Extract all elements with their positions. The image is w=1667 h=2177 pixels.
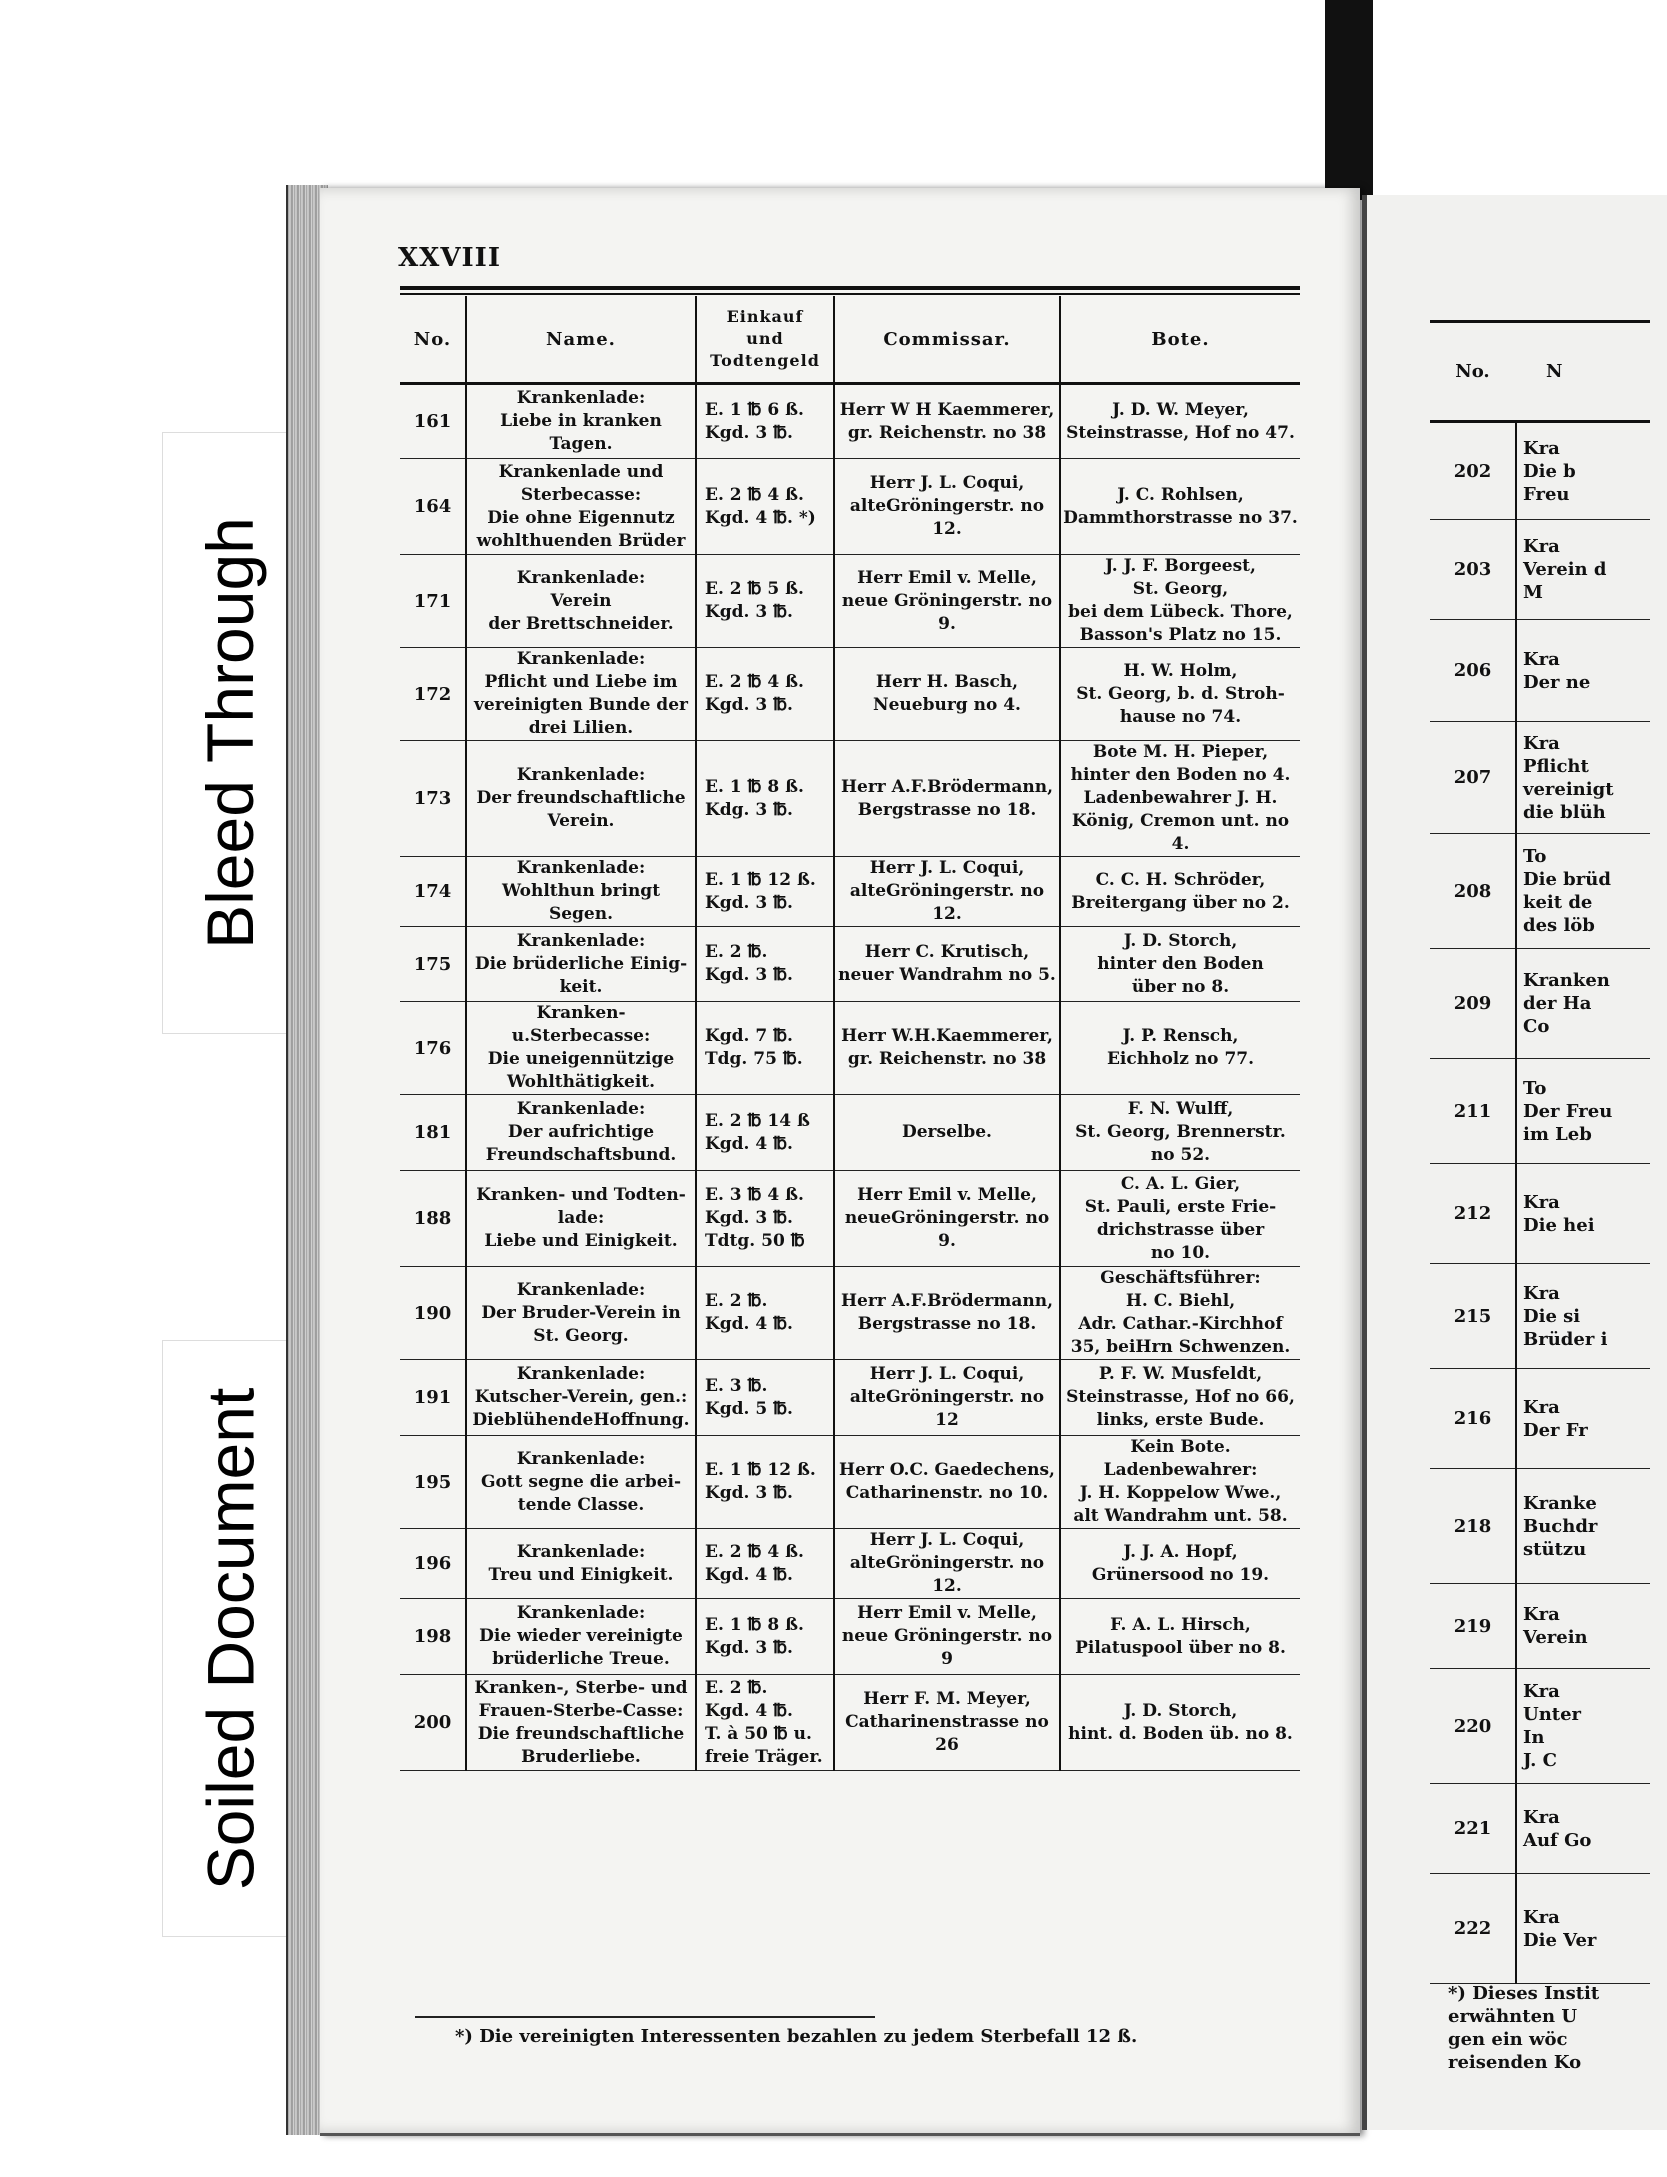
cell-no: 190 bbox=[400, 1267, 466, 1360]
cell-no: 161 bbox=[400, 384, 466, 459]
cell-no: 195 bbox=[400, 1436, 466, 1529]
cell-einkauf: E. 2 ℔ 4 ß. Kgd. 4 ℔. bbox=[696, 1529, 834, 1599]
table-row bbox=[400, 1002, 1300, 1095]
right-table-row bbox=[1430, 1584, 1650, 1669]
right-cell-no: 220 bbox=[1430, 1669, 1516, 1784]
cell-commissar: Herr J. L. Coqui, alteGröningerstr. no 12. bbox=[834, 459, 1060, 555]
cell-einkauf: E. 2 ℔. Kgd. 3 ℔. bbox=[696, 927, 834, 1002]
right-cell-text: To Der Freu im Leb bbox=[1516, 1059, 1650, 1164]
cell-bote: P. F. W. Musfeldt, Steinstrasse, Hof no 66, links, erste Bude. bbox=[1060, 1360, 1300, 1436]
cell-no: 188 bbox=[400, 1171, 466, 1267]
right-table-row bbox=[1430, 1469, 1650, 1584]
cell-bote: C. C. H. Schröder, Breitergang über no 2. bbox=[1060, 857, 1300, 927]
cell-name: Krankenlade: Verein der Brettschneider. bbox=[466, 555, 696, 648]
cell-no: 198 bbox=[400, 1599, 466, 1675]
right-table-row bbox=[1430, 834, 1650, 949]
table-row bbox=[400, 648, 1300, 741]
cell-commissar: Herr A.F.Brödermann, Bergstrasse no 18. bbox=[834, 741, 1060, 857]
cell-name: Kranken- und Todten- lade: Liebe und Einigkeit. bbox=[466, 1171, 696, 1267]
right-cell-no: 202 bbox=[1430, 422, 1516, 520]
right-table-row bbox=[1430, 1059, 1650, 1164]
cell-einkauf: E. 3 ℔ 4 ß. Kgd. 3 ℔. Tdtg. 50 ℔ bbox=[696, 1171, 834, 1267]
header-rule-thin bbox=[400, 293, 1300, 295]
cell-einkauf: E. 1 ℔ 8 ß. Kgd. 3 ℔. bbox=[696, 1599, 834, 1675]
right-cell-no: 211 bbox=[1430, 1059, 1516, 1164]
right-cell-text: Kra Verein bbox=[1516, 1584, 1650, 1669]
right-cell-text: Kra Die hei bbox=[1516, 1164, 1650, 1264]
table-row bbox=[400, 741, 1300, 857]
table-row bbox=[400, 1436, 1300, 1529]
right-cell-no: 221 bbox=[1430, 1784, 1516, 1874]
cell-commissar: Herr C. Krutisch, neuer Wandrahm no 5. bbox=[834, 927, 1060, 1002]
cell-name: Krankenlade: Die brüderliche Einig- keit. bbox=[466, 927, 696, 1002]
page-number: XXVIII bbox=[398, 243, 502, 273]
table-row bbox=[400, 1599, 1300, 1675]
right-cell-text: Kra Auf Go bbox=[1516, 1784, 1650, 1874]
cell-name: Krankenlade: Der Bruder-Verein in St. Georg. bbox=[466, 1267, 696, 1360]
cell-bote: J. J. A. Hopf, Grünersood no 19. bbox=[1060, 1529, 1300, 1599]
cell-einkauf: E. 2 ℔ 5 ß. Kgd. 3 ℔. bbox=[696, 555, 834, 648]
cell-no: 196 bbox=[400, 1529, 466, 1599]
right-table-row bbox=[1430, 422, 1650, 520]
cell-einkauf: E. 2 ℔. Kgd. 4 ℔. T. à 50 ℔ u. freie Träger. bbox=[696, 1675, 834, 1771]
cell-commissar: Derselbe. bbox=[834, 1095, 1060, 1171]
cell-name: Krankenlade und Sterbecasse: Die ohne Eigennutz wohlthuenden Brüder bbox=[466, 459, 696, 555]
right-cell-text: Kra Pflicht vereinigt die blüh bbox=[1516, 722, 1650, 834]
cell-bote: Geschäftsführer: H. C. Biehl, Adr. Cathar.-Kirchhof 35, beiHrn Schwenzen. bbox=[1060, 1267, 1300, 1360]
right-table-row bbox=[1430, 620, 1650, 722]
right-cell-no: 207 bbox=[1430, 722, 1516, 834]
right-cell-text: To Die brüd keit de des löb bbox=[1516, 834, 1650, 949]
cell-no: 171 bbox=[400, 555, 466, 648]
right-table-row bbox=[1430, 1874, 1650, 1984]
right-cell-text: Kra Unter In J. C bbox=[1516, 1669, 1650, 1784]
cell-bote: H. W. Holm, St. Georg, b. d. Stroh- hause no 74. bbox=[1060, 648, 1300, 741]
cell-bote: J. C. Rohlsen, Dammthorstrasse no 37. bbox=[1060, 459, 1300, 555]
table-row bbox=[400, 384, 1300, 459]
soiled-document-label bbox=[162, 1340, 298, 1937]
cell-bote: J. P. Rensch, Eichholz no 77. bbox=[1060, 1002, 1300, 1095]
table-header-row bbox=[400, 296, 1300, 384]
table-row bbox=[400, 555, 1300, 648]
cell-bote: Bote M. H. Pieper, hinter den Boden no 4. Ladenbewahrer J. H. König, Cremon unt. no 4. bbox=[1060, 741, 1300, 857]
cell-name: Krankenlade: Die wieder vereinigte brüderliche Treue. bbox=[466, 1599, 696, 1675]
cell-einkauf: E. 1 ℔ 12 ß. Kgd. 3 ℔. bbox=[696, 857, 834, 927]
header-name: Name. bbox=[466, 296, 696, 384]
right-cell-no: 212 bbox=[1430, 1164, 1516, 1264]
table-row bbox=[400, 1267, 1300, 1360]
cell-no: 173 bbox=[400, 741, 466, 857]
cell-bote: F. N. Wulff, St. Georg, Brennerstr. no 52. bbox=[1060, 1095, 1300, 1171]
cell-name: Kranken-, Sterbe- und Frauen-Sterbe-Casse: Die freundschaftliche Bruderliebe. bbox=[466, 1675, 696, 1771]
right-header-name: N bbox=[1516, 322, 1650, 422]
cell-commissar: Herr Emil v. Melle, neue Gröningerstr. no 9 bbox=[834, 1599, 1060, 1675]
right-cell-text: Kranken der Ha Co bbox=[1516, 949, 1650, 1059]
right-table-row bbox=[1430, 949, 1650, 1059]
cell-no: 174 bbox=[400, 857, 466, 927]
right-cell-text: Kra Die si Brüder i bbox=[1516, 1264, 1650, 1369]
cell-einkauf: E. 1 ℔ 8 ß. Kdg. 3 ℔. bbox=[696, 741, 834, 857]
right-header-no: No. bbox=[1430, 322, 1516, 422]
soiled-document-text: Soiled Document bbox=[193, 1387, 268, 1890]
cell-name: Krankenlade: Der freundschaftliche Verein. bbox=[466, 741, 696, 857]
cell-einkauf: E. 2 ℔ 4 ß. Kgd. 4 ℔. *) bbox=[696, 459, 834, 555]
cell-commissar: Herr Emil v. Melle, neueGröningerstr. no 9. bbox=[834, 1171, 1060, 1267]
cell-name: Krankenlade: Der aufrichtige Freundschaftsbund. bbox=[466, 1095, 696, 1171]
right-cell-no: 208 bbox=[1430, 834, 1516, 949]
right-cell-no: 209 bbox=[1430, 949, 1516, 1059]
cell-bote: J. J. F. Borgeest, St. Georg, bei dem Lübeck. Thore, Basson's Platz no 15. bbox=[1060, 555, 1300, 648]
table-row bbox=[400, 1529, 1300, 1599]
cell-commissar: Herr H. Basch, Neueburg no 4. bbox=[834, 648, 1060, 741]
cell-bote: J. D. Storch, hinter den Boden über no 8. bbox=[1060, 927, 1300, 1002]
cell-einkauf: E. 2 ℔. Kgd. 4 ℔. bbox=[696, 1267, 834, 1360]
cell-name: Krankenlade: Gott segne die arbei- tende Classe. bbox=[466, 1436, 696, 1529]
right-cell-text: Kra Verein d M bbox=[1516, 520, 1650, 620]
cell-commissar: Herr O.C. Gaedechens, Catharinenstr. no 10. bbox=[834, 1436, 1060, 1529]
right-table-row bbox=[1430, 722, 1650, 834]
cell-bote: Kein Bote. Ladenbewahrer: J. H. Koppelow Wwe., alt Wandrahm unt. 58. bbox=[1060, 1436, 1300, 1529]
right-table-row bbox=[1430, 1164, 1650, 1264]
right-cell-text: Kra Die Ver bbox=[1516, 1874, 1650, 1984]
cell-einkauf: E. 1 ℔ 12 ß. Kgd. 3 ℔. bbox=[696, 1436, 834, 1529]
cell-commissar: Herr J. L. Coqui, alteGröningerstr. no 12 bbox=[834, 1360, 1060, 1436]
cell-einkauf: E. 1 ℔ 6 ß. Kgd. 3 ℔. bbox=[696, 384, 834, 459]
cell-no: 181 bbox=[400, 1095, 466, 1171]
page-edge-shadow bbox=[1325, 0, 1373, 200]
table-row bbox=[400, 1095, 1300, 1171]
cell-commissar: Herr W H Kaemmerer, gr. Reichenstr. no 38 bbox=[834, 384, 1060, 459]
right-cell-text: Kra Der Fr bbox=[1516, 1369, 1650, 1469]
table-row bbox=[400, 927, 1300, 1002]
right-footnote: *) Dieses Instit erwähnten U gen ein wöc reisenden Ko bbox=[1448, 1983, 1600, 2073]
header-einkauf: Einkauf und Todtengeld bbox=[696, 296, 834, 384]
cell-commissar: Herr F. M. Meyer, Catharinenstrasse no 26 bbox=[834, 1675, 1060, 1771]
right-cell-text: Kra Die b Freu bbox=[1516, 422, 1650, 520]
table-row bbox=[400, 459, 1300, 555]
header-commissar: Commissar. bbox=[834, 296, 1060, 384]
right-cell-no: 219 bbox=[1430, 1584, 1516, 1669]
table-row bbox=[400, 1675, 1300, 1771]
right-table-row bbox=[1430, 1264, 1650, 1369]
cell-no: 200 bbox=[400, 1675, 466, 1771]
cell-name: Kranken-u.Sterbecasse: Die uneigennützige Wohlthätigkeit. bbox=[466, 1002, 696, 1095]
cell-no: 175 bbox=[400, 927, 466, 1002]
table-row bbox=[400, 857, 1300, 927]
cell-commissar: Herr W.H.Kaemmerer, gr. Reichenstr. no 38 bbox=[834, 1002, 1060, 1095]
right-cell-no: 216 bbox=[1430, 1369, 1516, 1469]
cell-bote: F. A. L. Hirsch, Pilatuspool über no 8. bbox=[1060, 1599, 1300, 1675]
footnote-rule bbox=[415, 2016, 875, 2018]
bleed-through-text: Bleed Through bbox=[193, 517, 267, 949]
right-page-table bbox=[1430, 320, 1650, 1984]
table-row bbox=[400, 1171, 1300, 1267]
right-cell-no: 215 bbox=[1430, 1264, 1516, 1369]
cell-name: Krankenlade: Kutscher-Verein, gen.: DieblühendeHoffnung. bbox=[466, 1360, 696, 1436]
cell-name: Krankenlade: Wohlthun bringt Segen. bbox=[466, 857, 696, 927]
cell-einkauf: E. 2 ℔ 4 ß. Kgd. 3 ℔. bbox=[696, 648, 834, 741]
footnote: *) Die vereinigten Interessenten bezahlen zu jedem Sterbefall 12 ß. bbox=[455, 2026, 1138, 2047]
cell-name: Krankenlade: Liebe in kranken Tagen. bbox=[466, 384, 696, 459]
cell-no: 172 bbox=[400, 648, 466, 741]
cell-bote: C. A. L. Gier, St. Pauli, erste Frie- drichstrasse über no 10. bbox=[1060, 1171, 1300, 1267]
right-header-row bbox=[1430, 322, 1650, 422]
right-cell-no: 206 bbox=[1430, 620, 1516, 722]
cell-commissar: Herr Emil v. Melle, neue Gröningerstr. no 9. bbox=[834, 555, 1060, 648]
right-table-row bbox=[1430, 1784, 1650, 1874]
right-cell-no: 218 bbox=[1430, 1469, 1516, 1584]
cell-einkauf: Kgd. 7 ℔. Tdg. 75 ℔. bbox=[696, 1002, 834, 1095]
cell-name: Krankenlade: Pflicht und Liebe im vereinigten Bunde der drei Lilien. bbox=[466, 648, 696, 741]
cell-commissar: Herr J. L. Coqui, alteGröningerstr. no 12. bbox=[834, 857, 1060, 927]
right-cell-text: Kranke Buchdr stützu bbox=[1516, 1469, 1650, 1584]
cell-no: 176 bbox=[400, 1002, 466, 1095]
cell-einkauf: E. 2 ℔ 14 ß Kgd. 4 ℔. bbox=[696, 1095, 834, 1171]
header-bote: Bote. bbox=[1060, 296, 1300, 384]
right-cell-no: 203 bbox=[1430, 520, 1516, 620]
header-no: No. bbox=[400, 296, 466, 384]
right-table-row bbox=[1430, 1669, 1650, 1784]
table-row bbox=[400, 1360, 1300, 1436]
cell-bote: J. D. W. Meyer, Steinstrasse, Hof no 47. bbox=[1060, 384, 1300, 459]
right-table-row bbox=[1430, 520, 1650, 620]
cell-commissar: Herr J. L. Coqui, alteGröningerstr. no 12. bbox=[834, 1529, 1060, 1599]
cell-bote: J. D. Storch, hint. d. Boden üb. no 8. bbox=[1060, 1675, 1300, 1771]
right-cell-no: 222 bbox=[1430, 1874, 1516, 1984]
right-cell-text: Kra Der ne bbox=[1516, 620, 1650, 722]
cell-name: Krankenlade: Treu und Einigkeit. bbox=[466, 1529, 696, 1599]
cell-no: 164 bbox=[400, 459, 466, 555]
register-table bbox=[400, 296, 1300, 1771]
cell-no: 191 bbox=[400, 1360, 466, 1436]
right-table-row bbox=[1430, 1369, 1650, 1469]
bleed-through-label bbox=[162, 432, 298, 1034]
header-rule bbox=[400, 286, 1300, 290]
cell-commissar: Herr A.F.Brödermann, Bergstrasse no 18. bbox=[834, 1267, 1060, 1360]
cell-einkauf: E. 3 ℔. Kgd. 5 ℔. bbox=[696, 1360, 834, 1436]
